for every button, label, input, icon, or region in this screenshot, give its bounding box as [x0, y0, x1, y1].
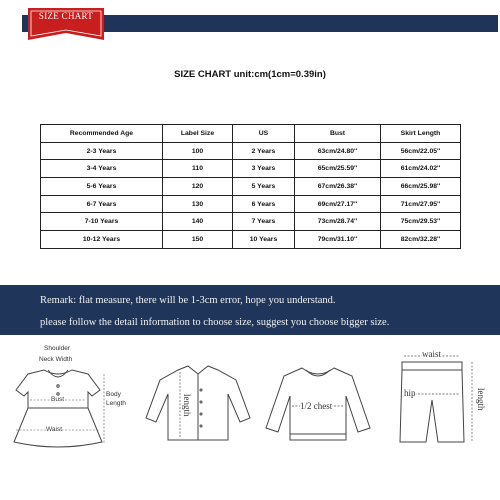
cell-label-size: 100 [163, 142, 233, 160]
cell-skirt-length: 66cm/25.98'' [381, 178, 461, 196]
cell-label-size: 120 [163, 178, 233, 196]
cell-age: 10-12 Years [41, 231, 163, 249]
dress-length-label: Length [106, 400, 126, 407]
header-us: US [233, 125, 295, 143]
cell-label-size: 150 [163, 231, 233, 249]
cell-skirt-length: 82cm/32.28'' [381, 231, 461, 249]
dress-neck-width-label: Neck Width [39, 356, 73, 363]
cell-age: 6-7 Years [41, 195, 163, 213]
cell-age: 3-4 Years [41, 160, 163, 178]
table-row [41, 213, 461, 231]
size-table [40, 124, 461, 249]
pants-drawing [380, 340, 500, 500]
dress-diagram [0, 340, 140, 500]
sweater-drawing [258, 340, 378, 500]
sweater-diagram [258, 340, 378, 500]
chart-title: SIZE CHART unit:cm(1cm=0.39in) [174, 69, 326, 80]
table-header-row [41, 125, 461, 143]
cell-label-size: 130 [163, 195, 233, 213]
cell-bust: 65cm/25.59'' [295, 160, 381, 178]
remark-line-1: Remark: flat measure, there will be 1-3cm error, hope you understand. [40, 295, 336, 306]
cell-bust: 63cm/24.80'' [295, 142, 381, 160]
pants-waist-label: waist [422, 349, 441, 359]
cell-us: 7 Years [233, 213, 295, 231]
sweater-chest-label: 1/2 chest [300, 401, 333, 411]
dress-bust-label: Bust [51, 396, 65, 403]
header-bust: Bust [295, 125, 381, 143]
cell-bust: 73cm/28.74'' [295, 213, 381, 231]
header-label-size: Label Size [163, 125, 233, 143]
cell-skirt-length: 61cm/24.02'' [381, 160, 461, 178]
table-row [41, 142, 461, 160]
cell-us: 3 Years [233, 160, 295, 178]
cell-us: 5 Years [233, 178, 295, 196]
pants-length-label: length [476, 388, 486, 411]
cell-bust: 79cm/31.10'' [295, 231, 381, 249]
table-row [41, 231, 461, 249]
remark-line-2: please follow the detail information to choose size, suggest you choose bigger size. [40, 317, 390, 328]
table-row [41, 195, 461, 213]
cell-age: 5-6 Years [41, 178, 163, 196]
cell-us: 6 Years [233, 195, 295, 213]
header-age: Recommended Age [41, 125, 163, 143]
table-row [41, 160, 461, 178]
table-row [41, 178, 461, 196]
size-chart-badge: SIZE CHART [38, 11, 94, 21]
cell-skirt-length: 71cm/27.95'' [381, 195, 461, 213]
shirt-diagram [140, 340, 255, 500]
cell-label-size: 110 [163, 160, 233, 178]
cell-us: 10 Years [233, 231, 295, 249]
dress-shoulder-label: Shoulder [44, 345, 71, 352]
cell-bust: 69cm/27.17'' [295, 195, 381, 213]
dress-body-label: Body [106, 391, 121, 398]
shirt-drawing [140, 340, 255, 500]
dress-drawing [0, 340, 140, 500]
pants-diagram [380, 340, 500, 500]
shirt-length-label: length [182, 394, 192, 417]
cell-bust: 67cm/26.38'' [295, 178, 381, 196]
dress-waist-label: Waist [46, 426, 63, 433]
cell-us: 2 Years [233, 142, 295, 160]
header-skirt-length: Skirt Length [381, 125, 461, 143]
pants-hip-label: hip [404, 388, 416, 398]
cell-skirt-length: 56cm/22.05'' [381, 142, 461, 160]
cell-age: 2-3 Years [41, 142, 163, 160]
cell-skirt-length: 75cm/29.53'' [381, 213, 461, 231]
cell-label-size: 140 [163, 213, 233, 231]
cell-age: 7-10 Years [41, 213, 163, 231]
